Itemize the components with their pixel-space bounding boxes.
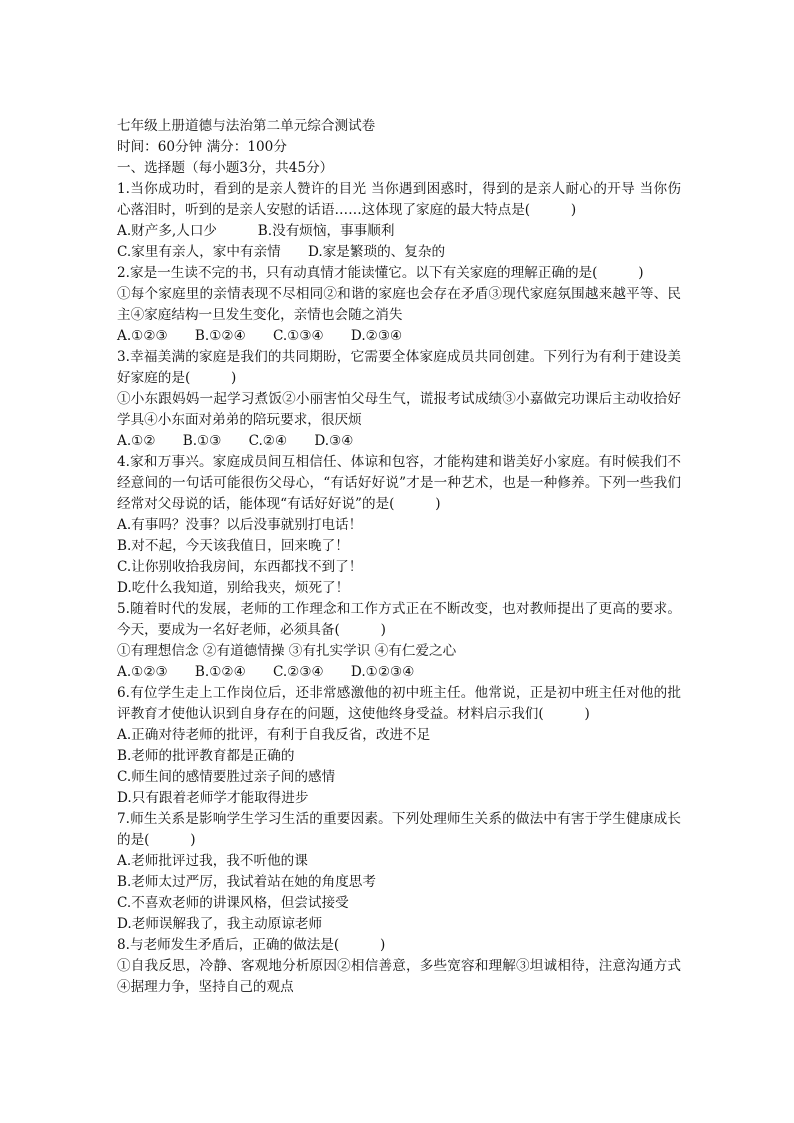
option-line: B.老师的批评教育都是正确的 xyxy=(117,748,295,764)
question-stem: 1.当你成功时，看到的是亲人赞许的目光 当你遇到困惑时，得到的是亲人耐心的开导 当你伤心落泪时，听到的是亲人安慰的话语……这体现了家庭的最大特点是( ) xyxy=(117,181,681,218)
option-line: A.老师批评过我，我不听他的课 xyxy=(117,853,308,869)
question-stem: 8.与老师发生矛盾后，正确的做法是( ) xyxy=(117,937,386,953)
exam-page xyxy=(117,116,681,998)
question-stem: 3.幸福美满的家庭是我们的共同期盼，它需要全体家庭成员共同创建。下列行为有利于建设美好家庭的是( ) xyxy=(117,349,681,386)
question-5 xyxy=(117,599,681,683)
section-heading: 一、选择题（每小题3分，共45分） xyxy=(117,160,334,176)
exam-title: 七年级上册道德与法治第二单元综合测试卷 xyxy=(117,118,376,134)
option-line: C.家里有亲人，家中有亲情 D.家是繁琐的、复杂的 xyxy=(117,244,446,260)
option-line: C.师生间的感情要胜过亲子间的感情 xyxy=(117,769,336,785)
option-line: B.对不起，今天该我值日，回来晚了！ xyxy=(117,538,349,554)
option-line: C.让你别收拾我房间，东西都找不到了！ xyxy=(117,559,363,575)
question-6 xyxy=(117,683,681,809)
question-4 xyxy=(117,452,681,599)
question-7 xyxy=(117,809,681,935)
question-stem: 5.随着时代的发展，老师的工作理念和工作方式正在不断改变，也对教师提出了更高的要求。今天，要成为一名好老师，必须具备( ) xyxy=(117,601,681,638)
question-3 xyxy=(117,347,681,452)
option-line: D.只有跟着老师学才能取得进步 xyxy=(117,790,309,806)
option-line: A.①② B.①③ C.②④ D.③④ xyxy=(117,433,354,449)
question-statements: ①自我反思，冷静、客观地分析原因②相信善意，多些宽容和理解③坦诚相待，注意沟通方式④据理力争，坚持自己的观点 xyxy=(117,958,681,995)
question-2 xyxy=(117,263,681,347)
question-stem: 2.家是一生读不完的书，只有动真情才能读懂它。以下有关家庭的理解正确的是( ) xyxy=(117,265,644,281)
question-stem: 6.有位学生走上工作岗位后，还非常感激他的初中班主任。他常说，正是初中班主任对他的批评教育才使他认识到自身存在的问题，这使他终身受益。材料启示我们( ) xyxy=(117,685,681,722)
question-8 xyxy=(117,935,681,998)
option-line: A.正确对待老师的批评，有利于自我反省，改进不足 xyxy=(117,727,431,743)
option-line: A.①②③ B.①②④ C.②③④ D.①②③④ xyxy=(117,664,415,680)
option-line: A.财产多,人口少 B.没有烦恼，事事顺利 xyxy=(117,223,395,239)
exam-meta: 时间：60分钟 满分：100分 xyxy=(117,139,287,155)
question-statements: ①每个家庭里的亲情表现不尽相同②和谐的家庭也会存在矛盾③现代家庭氛围越来越平等、民主④家庭结构一旦发生变化，亲情也会随之消失 xyxy=(117,286,681,323)
option-line: D.吃什么我知道，别给我夹，烦死了！ xyxy=(117,580,350,596)
option-line: B.老师太过严厉，我试着站在她的角度思考 xyxy=(117,874,376,890)
question-statements: ①有理想信念 ②有道德情操 ③有扎实学识 ④有仁爱之心 xyxy=(117,643,457,659)
question-stem: 7.师生关系是影响学生学习生活的重要因素。下列处理师生关系的做法中有害于学生健康成长的是( ) xyxy=(117,811,681,848)
question-statements: ①小东跟妈妈一起学习煮饭②小丽害怕父母生气，谎报考试成绩③小嘉做完功课后主动收拾好学具④小东面对弟弟的陪玩要求，很厌烦 xyxy=(117,391,681,428)
question-stem: 4.家和万事兴。家庭成员间互相信任、体谅和包容，才能构建和谐美好小家庭。有时候我们不经意间的一句话可能很伤父母心，“有话好好说”才是一种艺术，也是一种修养。下列一些我们经常对父母说的话，能体现“有话好好说”的是( ) xyxy=(117,454,681,512)
option-line: A.①②③ B.①②④ C.①③④ D.②③④ xyxy=(117,328,403,344)
option-line: A.有事吗？没事？以后没事就别打电话！ xyxy=(117,517,363,533)
option-line: C.不喜欢老师的讲课风格，但尝试接受 xyxy=(117,895,349,911)
option-line: D.老师误解我了，我主动原谅老师 xyxy=(117,916,323,932)
question-1 xyxy=(117,179,681,263)
